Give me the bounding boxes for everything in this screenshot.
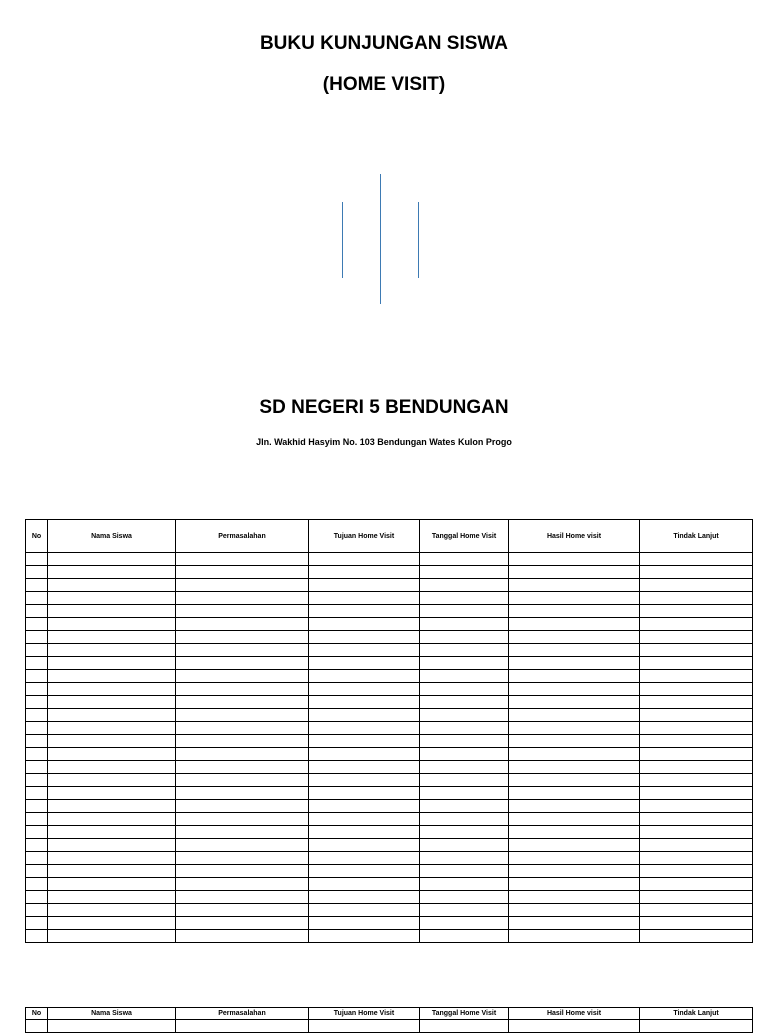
home-visit-table [25,519,753,943]
table-cell [48,722,176,735]
table-cell [48,774,176,787]
table-cell [309,592,420,605]
table-cell [640,670,753,683]
table-cell [176,631,309,644]
table-cell [420,891,509,904]
table-cell [640,852,753,865]
table-row [26,930,753,943]
table-cell [48,683,176,696]
table-row [26,904,753,917]
table-cell [640,683,753,696]
table-cell [26,670,48,683]
column-header-tujuan-home-visit: Tujuan Home Visit [309,1008,420,1020]
table-cell [48,891,176,904]
table-cell [48,839,176,852]
table-cell [26,813,48,826]
table-cell [640,800,753,813]
table-cell [640,605,753,618]
table-cell [309,930,420,943]
table-row [26,735,753,748]
table-cell [420,631,509,644]
table-cell [309,917,420,930]
table-cell [26,800,48,813]
table-cell [176,865,309,878]
table-row [26,787,753,800]
table-row [26,865,753,878]
table-cell [176,904,309,917]
table-cell [509,865,640,878]
table-cell [509,631,640,644]
table-row [26,670,753,683]
table-cell [176,618,309,631]
table-cell [640,709,753,722]
table-cell [26,605,48,618]
column-header-permasalahan: Permasalahan [176,520,309,553]
table-cell [640,917,753,930]
table-cell [509,1020,640,1033]
table-cell [48,670,176,683]
table-row [26,891,753,904]
table-cell [420,644,509,657]
table-cell [48,566,176,579]
table-cell [309,865,420,878]
column-header-permasalahan: Permasalahan [176,1008,309,1020]
table-body [26,1020,753,1033]
table-cell [420,657,509,670]
table-row [26,852,753,865]
table-cell [640,761,753,774]
table-cell [176,553,309,566]
decorative-line-left [342,202,343,278]
table-cell [309,839,420,852]
table-cell [309,722,420,735]
table-cell [26,774,48,787]
table-cell [309,553,420,566]
table-cell [420,904,509,917]
table-cell [309,852,420,865]
table-cell [176,1020,309,1033]
table-cell [48,800,176,813]
table-cell [420,839,509,852]
table-cell [26,878,48,891]
table-cell [420,761,509,774]
table-cell [420,813,509,826]
table-row [26,774,753,787]
table-cell [26,852,48,865]
table-row [26,592,753,605]
table-cell [309,644,420,657]
table-cell [640,696,753,709]
table-cell [176,670,309,683]
table-cell [509,605,640,618]
table-cell [509,579,640,592]
table-cell [176,605,309,618]
table-cell [176,735,309,748]
table-cell [176,683,309,696]
table-cell [26,566,48,579]
table-cell [26,761,48,774]
table-cell [640,878,753,891]
table-cell [176,852,309,865]
table-cell [420,1020,509,1033]
table-cell [509,787,640,800]
table-cell [309,683,420,696]
table-cell [640,592,753,605]
table-cell [509,722,640,735]
table-cell [48,1020,176,1033]
table-cell [640,644,753,657]
table-row [26,657,753,670]
table-cell [48,553,176,566]
table-row [26,618,753,631]
table-cell [176,800,309,813]
table-cell [640,787,753,800]
table-header-row [26,1008,753,1020]
table-cell [26,683,48,696]
table-cell [309,748,420,761]
table-cell [309,618,420,631]
table-cell [48,917,176,930]
table-cell [176,930,309,943]
table-cell [309,566,420,579]
table-cell [48,865,176,878]
table-cell [309,761,420,774]
table-cell [176,696,309,709]
table-row [26,566,753,579]
table-cell [309,605,420,618]
table-cell [509,670,640,683]
table-cell [26,904,48,917]
table-cell [26,826,48,839]
table-body [26,553,753,943]
table-cell [420,553,509,566]
table-cell [26,748,48,761]
table-cell [420,787,509,800]
table-cell [176,787,309,800]
table-cell [48,748,176,761]
table-cell [176,826,309,839]
table-cell [420,566,509,579]
table-cell [26,1020,48,1033]
table-cell [640,774,753,787]
table-cell [309,579,420,592]
table-cell [48,579,176,592]
table-cell [48,592,176,605]
table-cell [509,553,640,566]
table-row [26,917,753,930]
table-cell [640,553,753,566]
table-cell [48,644,176,657]
table-cell [309,696,420,709]
table-cell [420,774,509,787]
table-header-row [26,520,753,553]
table-cell [420,865,509,878]
table-cell [26,891,48,904]
table-cell [309,1020,420,1033]
table-row [26,579,753,592]
table-cell [509,735,640,748]
table-cell [26,709,48,722]
table-cell [420,683,509,696]
table-row [26,644,753,657]
table-cell [48,631,176,644]
table-cell [509,566,640,579]
table-cell [48,605,176,618]
column-header-tindak-lanjut: Tindak Lanjut [640,1008,753,1020]
table-cell [48,787,176,800]
table-cell [640,891,753,904]
table-cell [640,904,753,917]
table-cell [26,917,48,930]
table-cell [509,657,640,670]
table-cell [176,657,309,670]
table-cell [26,735,48,748]
table-cell [509,917,640,930]
table-cell [420,670,509,683]
table-cell [309,657,420,670]
table-cell [176,774,309,787]
table-cell [420,748,509,761]
table-cell [509,852,640,865]
table-cell [176,839,309,852]
table-cell [48,657,176,670]
table-cell [309,631,420,644]
table-cell [48,852,176,865]
table-cell [509,904,640,917]
column-header-tindak-lanjut: Tindak Lanjut [640,520,753,553]
decorative-line-right [418,202,419,278]
table-cell [309,787,420,800]
table-cell [420,800,509,813]
table-cell [48,904,176,917]
table-cell [509,878,640,891]
table-row [26,631,753,644]
table-cell [26,787,48,800]
table-cell [48,878,176,891]
table-cell [509,930,640,943]
table-cell [420,826,509,839]
table-cell [420,852,509,865]
table-cell [420,930,509,943]
table-cell [176,722,309,735]
column-header-hasil-home-visit: Hasil Home visit [509,1008,640,1020]
table-row [26,696,753,709]
table-cell [176,566,309,579]
table-cell [640,1020,753,1033]
table-cell [176,813,309,826]
table-cell [509,618,640,631]
table-cell [509,592,640,605]
table-row [26,709,753,722]
table-cell [26,839,48,852]
table-cell [176,579,309,592]
table-cell [48,709,176,722]
table-row [26,748,753,761]
table-row [26,605,753,618]
table-cell [26,579,48,592]
table-cell [420,605,509,618]
table-cell [509,709,640,722]
table-cell [176,878,309,891]
table-cell [48,813,176,826]
column-header-tanggal-home-visit: Tanggal Home Visit [420,520,509,553]
table-cell [509,748,640,761]
table-row [26,878,753,891]
table-cell [509,813,640,826]
table-cell [48,618,176,631]
table-cell [509,761,640,774]
table-cell [176,644,309,657]
table-cell [509,644,640,657]
table-cell [640,930,753,943]
table-cell [309,813,420,826]
table-cell [640,618,753,631]
table-cell [640,865,753,878]
table-cell [509,826,640,839]
table-cell [509,774,640,787]
table-cell [640,748,753,761]
table-cell [48,735,176,748]
column-header-tujuan-home-visit: Tujuan Home Visit [309,520,420,553]
table-row [26,722,753,735]
table-cell [26,644,48,657]
table-cell [26,865,48,878]
table-row [26,761,753,774]
table-row [26,826,753,839]
table-cell [309,878,420,891]
table-cell [176,748,309,761]
table-cell [420,917,509,930]
table-cell [509,800,640,813]
table-cell [509,891,640,904]
table-cell [309,670,420,683]
table-cell [309,800,420,813]
table-cell [420,709,509,722]
table-cell [26,657,48,670]
table-cell [640,813,753,826]
table-row [26,553,753,566]
column-header-no: No [26,1008,48,1020]
document-title-line-2: (HOME VISIT) [322,74,446,95]
table-cell [26,631,48,644]
column-header-nama-siswa: Nama Siswa [48,520,176,553]
table-cell [640,839,753,852]
table-cell [309,826,420,839]
table-cell [309,904,420,917]
table-cell [420,735,509,748]
table-row [26,683,753,696]
table-cell [640,657,753,670]
table-cell [420,579,509,592]
table-row [26,1020,753,1033]
table-cell [176,592,309,605]
table-cell [176,917,309,930]
table-cell [309,735,420,748]
table-cell [48,930,176,943]
table-cell [48,761,176,774]
table-cell [640,735,753,748]
school-address: Jln. Wakhid Hasyim No. 103 Bendungan Wates Kulon Progo [256,437,512,447]
school-name: SD NEGERI 5 BENDUNGAN [259,397,509,418]
table-cell [640,722,753,735]
document-title-line-1: BUKU KUNJUNGAN SISWA [259,33,509,54]
column-header-hasil-home-visit: Hasil Home visit [509,520,640,553]
table-cell [640,566,753,579]
table-cell [509,696,640,709]
table-cell [26,696,48,709]
table-cell [420,878,509,891]
table-row [26,839,753,852]
table-cell [420,722,509,735]
table-row [26,800,753,813]
column-header-tanggal-home-visit: Tanggal Home Visit [420,1008,509,1020]
table-cell [48,696,176,709]
table-cell [309,709,420,722]
table-cell [509,839,640,852]
column-header-nama-siswa: Nama Siswa [48,1008,176,1020]
table-cell [176,891,309,904]
table-cell [176,709,309,722]
table-cell [640,579,753,592]
table-cell [509,683,640,696]
table-cell [48,826,176,839]
column-header-no: No [26,520,48,553]
table-cell [309,774,420,787]
table-cell [176,761,309,774]
table-cell [26,553,48,566]
table-cell [420,696,509,709]
table-cell [640,631,753,644]
table-cell [26,618,48,631]
table-cell [420,618,509,631]
table-cell [420,592,509,605]
table-cell [26,592,48,605]
table-cell [309,891,420,904]
table-cell [26,930,48,943]
table-cell [640,826,753,839]
table-cell [26,722,48,735]
table-row [26,813,753,826]
home-visit-table-continued [25,1007,753,1033]
decorative-line-center [380,174,381,304]
